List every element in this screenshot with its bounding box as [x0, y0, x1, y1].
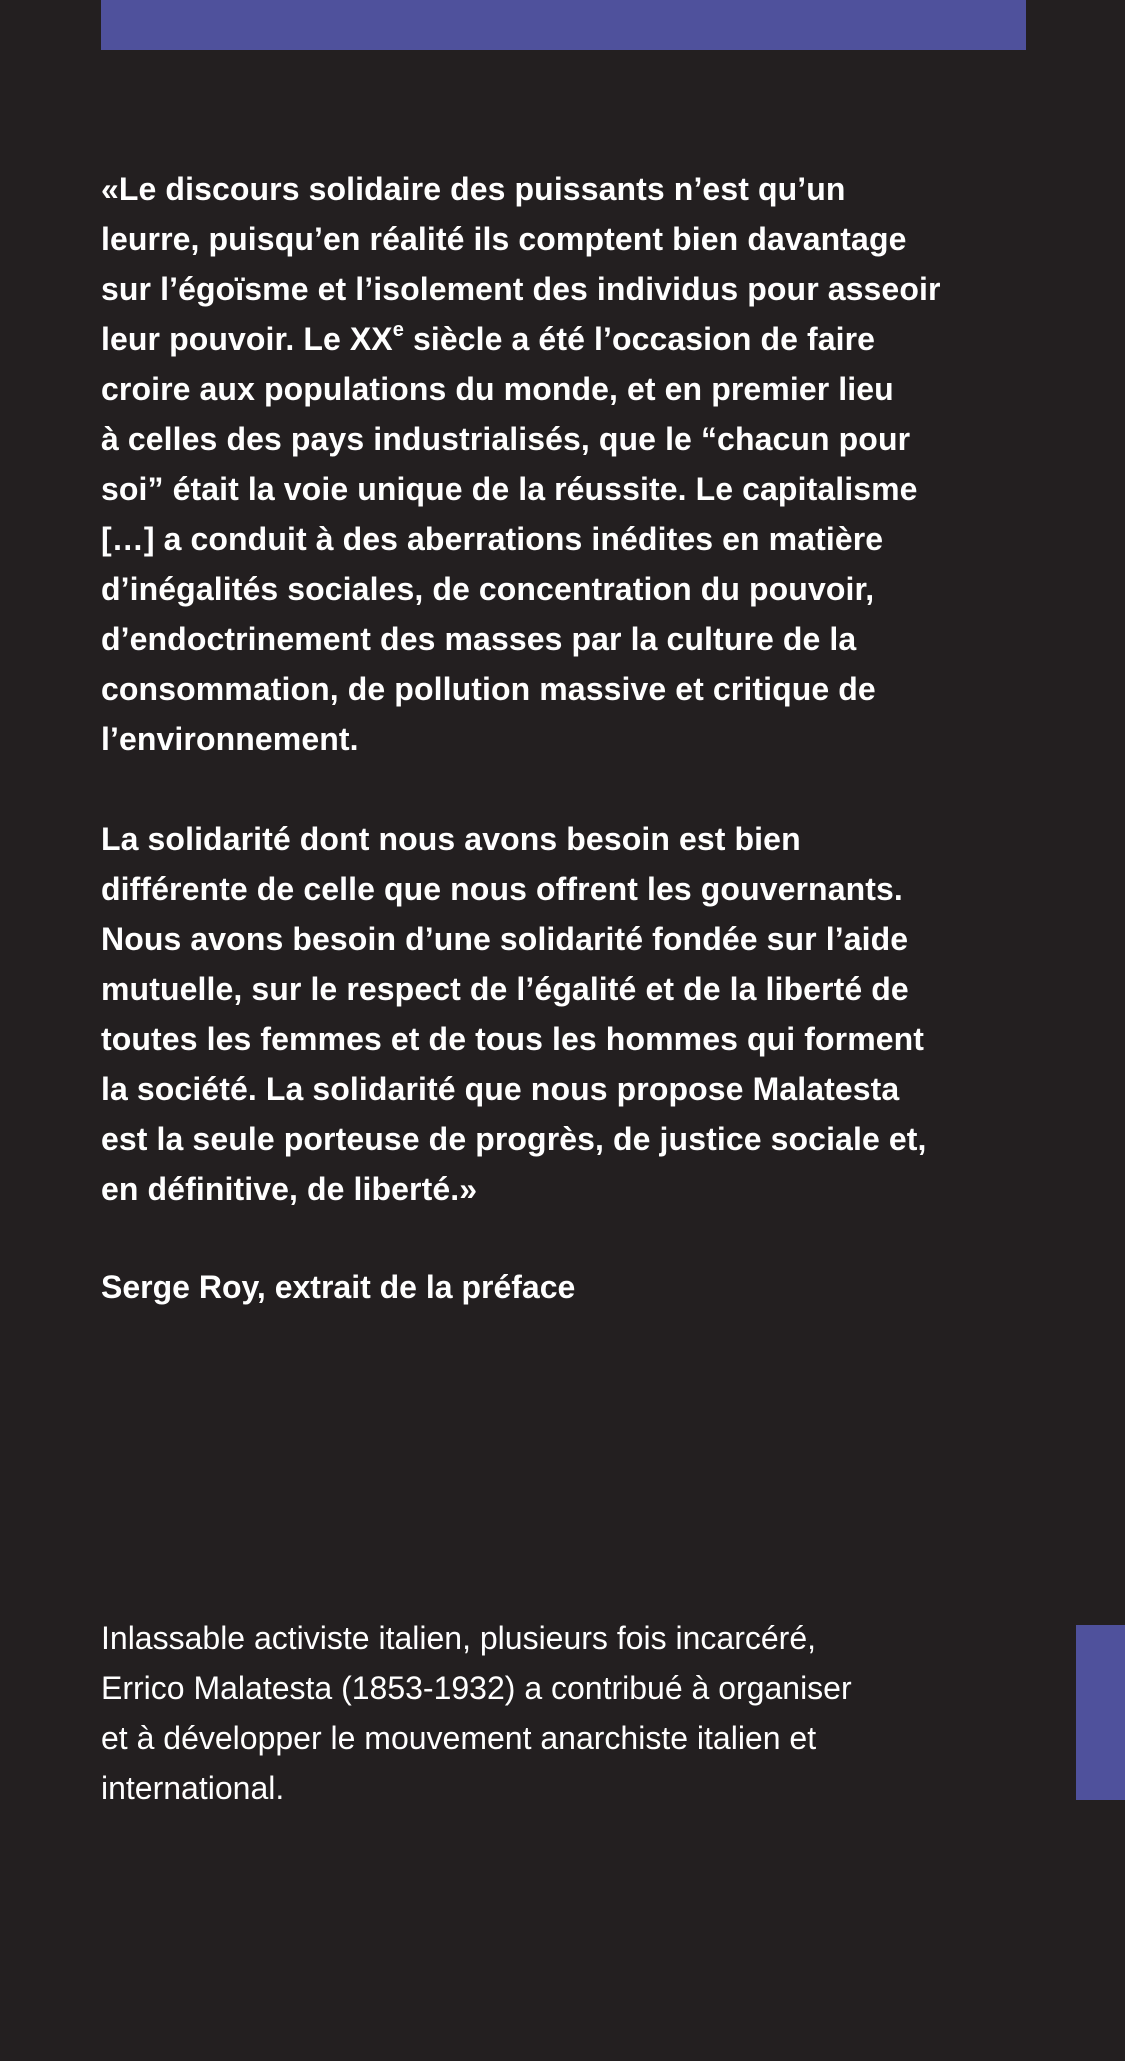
bio-line: et à développer le mouvement anarchiste italien et	[101, 1720, 817, 1756]
quote-line: Nous avons besoin d’une solidarité fondée sur l’aide	[101, 921, 909, 957]
quote-line: «Le discours solidaire des puissants n’est qu’un	[101, 171, 846, 207]
quote-line: à celles des pays industrialisés, que le “chacun pour	[101, 421, 911, 457]
quote-line: consommation, de pollution massive et critique de	[101, 671, 876, 707]
quote-paragraph-1	[101, 164, 1036, 764]
bio-line: international.	[101, 1770, 285, 1806]
quote-line: toutes les femmes et de tous les hommes qui forment	[101, 1021, 925, 1057]
quote-line: d’inégalités sociales, de concentration du pouvoir,	[101, 571, 875, 607]
quote-line: leurre, puisqu’en réalité ils comptent bien davantage	[101, 221, 907, 257]
quote-line: La solidarité dont nous avons besoin est bien	[101, 821, 801, 857]
quote-line	[101, 314, 1036, 364]
author-bio	[101, 1613, 1021, 1813]
quote-line: mutuelle, sur le respect de l’égalité et de la liberté de	[101, 971, 909, 1007]
preface-quote	[101, 164, 1036, 1214]
quote-line: est la seule porteuse de progrès, de justice sociale et,	[101, 1121, 927, 1157]
bio-line: Inlassable activiste italien, plusieurs fois incarcéré,	[101, 1620, 816, 1656]
quote-line: d’endoctrinement des masses par la culture de la	[101, 621, 857, 657]
quote-line: différente de celle que nous offrent les gouvernants.	[101, 871, 903, 907]
side-accent-tab	[1076, 1625, 1125, 1800]
quote-line: en définitive, de liberté.»	[101, 1171, 478, 1207]
superscript-e: e	[392, 319, 404, 341]
quote-paragraph-2	[101, 814, 1036, 1214]
quote-line: soi” était la voie unique de la réussite. Le capitalisme	[101, 471, 918, 507]
bio-line: Errico Malatesta (1853-1932) a contribué à organiser	[101, 1670, 852, 1706]
quote-line: la société. La solidarité que nous propose Malatesta	[101, 1071, 900, 1107]
quote-line: l’environnement.	[101, 721, 359, 757]
quote-line: sur l’égoïsme et l’isolement des individus pour asseoir	[101, 271, 941, 307]
quote-line: […] a conduit à des aberrations inédites en matière	[101, 521, 884, 557]
quote-attribution: Serge Roy, extrait de la préface	[101, 1269, 576, 1305]
top-accent-bar	[101, 0, 1026, 50]
quote-line: croire aux populations du monde, et en premier lieu	[101, 371, 894, 407]
quote-text: siècle a été l’occasion de faire	[403, 321, 876, 357]
quote-text: leur pouvoir. Le XX	[101, 321, 393, 357]
